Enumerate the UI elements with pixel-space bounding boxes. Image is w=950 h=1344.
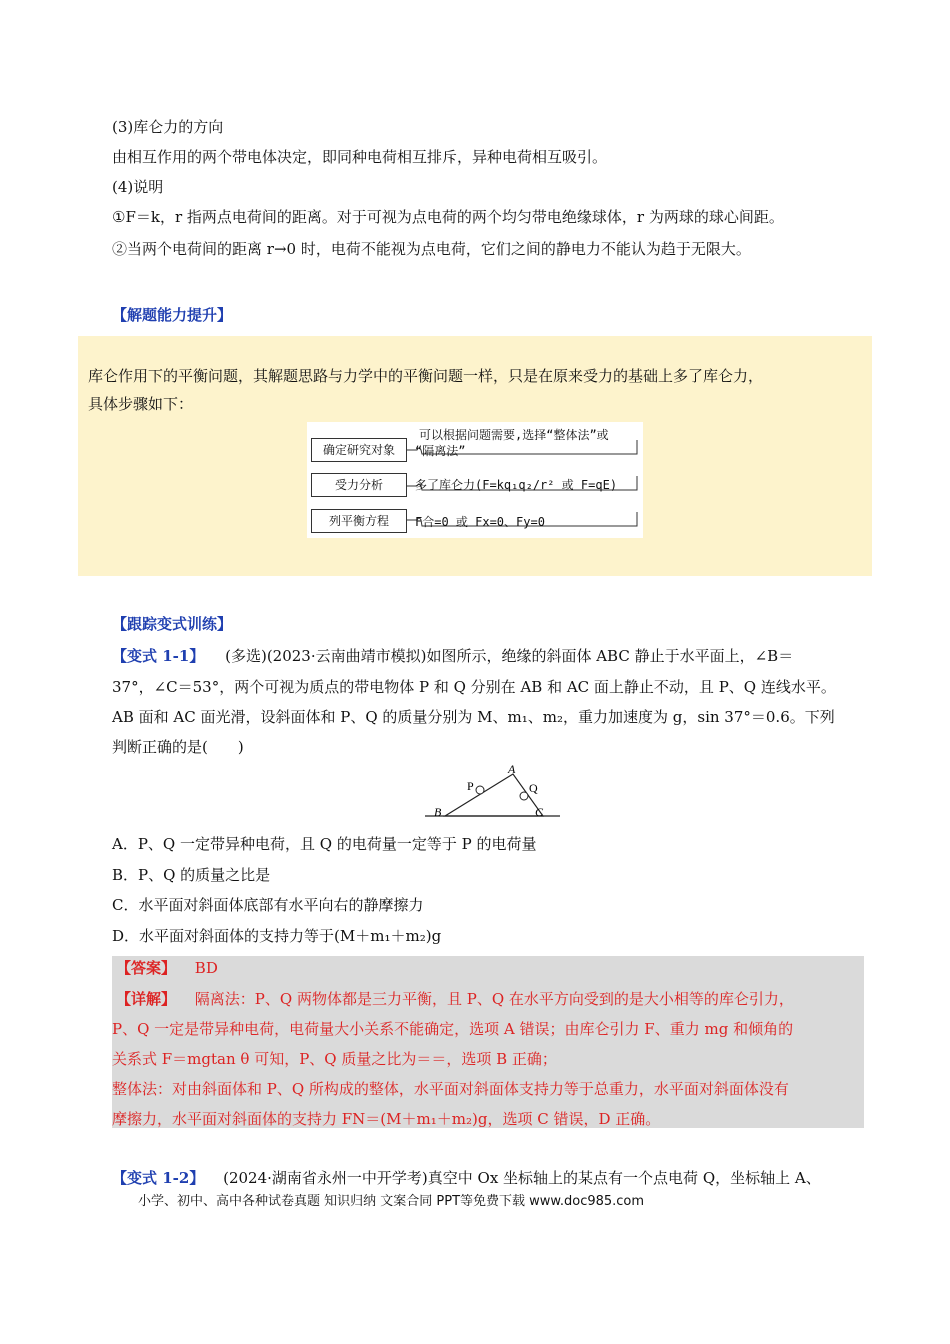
q2-text-1: (2024·湖南省永州一中开学考)真空中 Ox 坐标轴上的某点有一个点电荷 Q，坐标轴上 A、: [223, 1169, 821, 1187]
flow-step-2-note: 多了库仑力(F=kq₁q₂/r² 或 F=qE): [415, 478, 618, 492]
hint-line-2: 具体步骤如下：: [88, 395, 194, 413]
answer-line: [116, 958, 218, 978]
answer-box: [112, 956, 864, 1128]
detail-line-4: 整体法：对由斜面体和 P、Q 所构成的整体，水平面对斜面体支持力等于总重力，水平面对斜面体没有: [112, 1080, 789, 1098]
page-footer: 小学、初中、高中各种试卷真题 知识归纳 文案合同 PPT等免费下载 www.doc985.com: [138, 1194, 645, 1209]
flow-step-3-note: F合=0 或 Fx=0、Fy=0: [415, 515, 545, 529]
incline-figure: [425, 762, 560, 820]
fig-label-p: P: [467, 779, 474, 793]
q1-option-b: B．P、Q 的质量之比是: [112, 866, 271, 884]
flow-step-1-note-a: 可以根据问题需要,选择“整体法”或: [419, 428, 609, 442]
q1-option-d: D．水平面对斜面体的支持力等于(M＋m₁＋m₂)g: [112, 927, 442, 945]
answer-value: BD: [194, 959, 218, 977]
flow-step-1: 确定研究对象: [311, 438, 407, 462]
section-3-text: 由相互作用的两个带电体决定，即同种电荷相互排斥，异种电荷相互吸引。: [112, 148, 608, 166]
flow-step-1-note-b: “隔离法”: [415, 444, 466, 458]
section-4-title: (4)说明: [112, 178, 164, 196]
ability-heading: 【解题能力提升】: [112, 306, 233, 324]
q1-line-3: AB 面和 AC 面光滑，设斜面体和 P、Q 的质量分别为 M、m₁、m₂，重力加速度为 g，sin 37°＝0.6。下列: [112, 708, 835, 726]
q2-tag: 【变式 1-2】: [112, 1169, 205, 1187]
answer-label: 【答案】: [116, 959, 177, 977]
fig-label-b: B: [434, 805, 442, 819]
training-heading: 【跟踪变式训练】: [112, 615, 233, 633]
steps-flowchart: [307, 422, 643, 538]
detail-line-2: P、Q 一定是带异种电荷，电荷量大小关系不能确定，选项 A 错误；由库仑引力 F、重力 mg 和倾角的: [112, 1020, 794, 1038]
flow-step-3: 列平衡方程: [311, 509, 407, 533]
q1-tag: 【变式 1-1】: [112, 647, 205, 665]
flow-step-2: 受力分析: [311, 473, 407, 497]
q1-line-1: [112, 646, 793, 666]
q2-line-1: [112, 1168, 821, 1188]
detail-line-1: [116, 989, 794, 1009]
detail-text-1: 隔离法：P、Q 两物体都是三力平衡，且 P、Q 在水平方向受到的是大小相等的库仑引力，: [194, 990, 794, 1008]
q1-line-2: 37°，∠C＝53°，两个可视为质点的带电物体 P 和 Q 分别在 AB 和 AC 面上静止不动，且 P、Q 连线水平。: [112, 678, 836, 696]
detail-line-5: 摩擦力，水平面对斜面体的支持力 FN＝(M＋m₁＋m₂)g，选项 C 错误，D 正确。: [112, 1110, 661, 1128]
q1-option-a: A．P、Q 一定带异种电荷，且 Q 的电荷量一定等于 P 的电荷量: [112, 835, 537, 853]
section-4-note-1: ①F＝k，r 指两点电荷间的距离。对于可视为点电荷的两个均匀带电绝缘球体，r 为两球的球心间距。: [112, 208, 784, 226]
fig-label-q: Q: [529, 781, 538, 795]
detail-label: 【详解】: [116, 990, 177, 1008]
section-3-title: (3)库仑力的方向: [112, 118, 224, 136]
q1-option-c: C．水平面对斜面体底部有水平向右的静摩擦力: [112, 896, 424, 914]
q1-text-1: (多选)(2023·云南曲靖市模拟)如图所示，绝缘的斜面体 ABC 静止于水平面上，∠B＝: [225, 647, 794, 665]
fig-label-c: C: [535, 805, 544, 819]
q1-line-4: 判断正确的是( ): [112, 738, 244, 756]
detail-line-3: 关系式 F＝mgtan θ 可知，P、Q 质量之比为＝＝，选项 B 正确；: [112, 1050, 557, 1068]
section-4-note-2: ②当两个电荷间的距离 r→0 时，电荷不能视为点电荷，它们之间的静电力不能认为趋于无限大。: [112, 240, 751, 258]
fig-label-a: A: [508, 762, 516, 776]
hint-line-1: 库仑作用下的平衡问题，其解题思路与力学中的平衡问题一样，只是在原来受力的基础上多了库仑力，: [88, 367, 764, 385]
